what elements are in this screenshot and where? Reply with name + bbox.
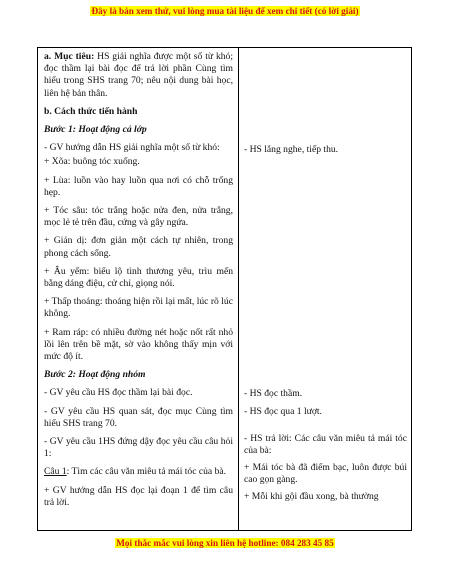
read-silently-response: - HS đọc thầm. <box>244 388 303 399</box>
hotline-banner: Mọi thắc mắc vui lòng xin liên hệ hotline: 084 283 45 85 <box>116 538 334 548</box>
guide-words: - GV hướng dẫn HS giải nghĩa một số từ khó: <box>44 142 220 154</box>
preview-banner: Đây là bản xem thử, vui lòng mua tài liệu để xem chi tiết (có lời giải) <box>91 6 359 16</box>
word-thap-thoang: + Thấp thoáng: thoáng hiện rồi lại mất, lúc rõ lúc không. <box>44 296 233 320</box>
objective-paragraph <box>44 51 233 100</box>
lesson-table <box>37 47 412 531</box>
step1-heading: Bước 1: Hoạt động cả lớp <box>44 124 147 136</box>
listen-response: - HS lắng nghe, tiếp thu. <box>244 144 339 155</box>
student-activities-column <box>239 48 411 530</box>
hair-sentence-1: + Mái tóc bà đã điểm bạc, luôn được búi cao gọn gàng. <box>244 462 407 486</box>
answer-response: - HS trả lời: Các câu văn miêu tả mái tóc của bà: <box>244 433 407 457</box>
word-toc-sau: + Tóc sâu: tóc trắng hoặc nửa đen, nửa trắng, mọc lẻ tẻ trên đầu, cứng và gây ngứa. <box>44 205 233 229</box>
objective-text: HS giải nghĩa được một số từ khó; đọc thầm lại bài đọc để trả lời phần Cùng tìm hiểu trong SHS trang 70; nêu nội dung bài học, liên hệ bản thân. <box>44 51 233 99</box>
objective-label: a. Mục tiêu: <box>44 51 95 62</box>
word-lua: + Lùa: luồn vào hay luồn qua nơi có chỗ trống hẹp. <box>44 174 233 198</box>
teacher-activities-column <box>38 48 239 530</box>
question-1 <box>44 466 233 478</box>
word-gian-di: + Giản dị: đơn giản một cách tự nhiên, trong phong cách sống. <box>44 235 233 259</box>
question-1-label: Câu 1 <box>44 466 67 478</box>
observe-instruction: - GV yêu cầu HS quan sát, đọc mục Cùng tìm hiểu SHS trang 70. <box>44 405 233 429</box>
guide-read-instruction: + GV hướng dẫn HS đọc lại đoạn 1 để tìm câu trả lời. <box>44 484 233 508</box>
read-silently-instruction: - GV yêu cầu HS đọc thầm lại bài đọc. <box>44 387 193 399</box>
step2-heading: Bước 2: Hoạt động nhóm <box>44 369 146 381</box>
method-heading: b. Cách thức tiến hành <box>44 105 138 117</box>
question-1-text: : Tìm các câu văn miêu tả mái tóc của bà. <box>66 466 227 478</box>
hair-sentence-2: + Mỗi khi gội đầu xong, bà thường <box>244 491 379 502</box>
word-ram-rap: + Ram ráp: có nhiều đường nét hoặc nốt rất nhỏ lồi lên trên bề mặt, sờ vào không thấy mịn với mức độ ít. <box>44 326 233 363</box>
word-xoa: + Xõa: buông tóc xuống. <box>44 156 140 168</box>
word-au-yem: + Âu yếm: biểu lộ tình thương yêu, trìu mến bằng dáng điệu, cử chỉ, giọng nói. <box>44 265 233 290</box>
read-once-response: - HS đọc qua 1 lượt. <box>244 406 322 417</box>
read-question-instruction: - GV yêu cầu 1HS đứng dậy đọc yêu cầu câu hỏi 1: <box>44 436 233 460</box>
